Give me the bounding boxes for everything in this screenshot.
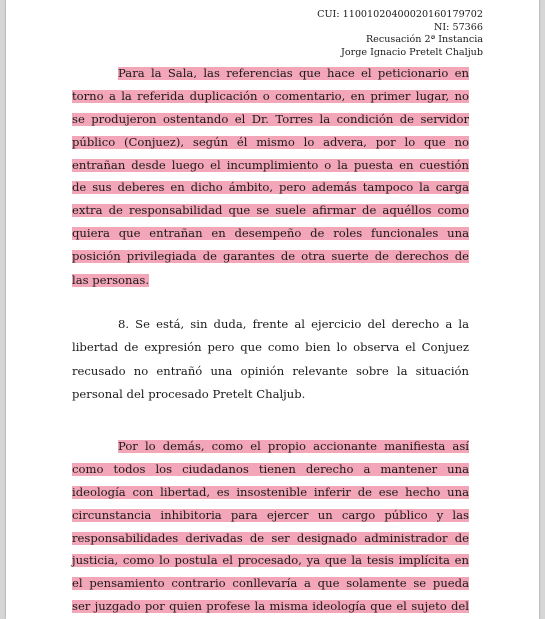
text-line: justicia, como lo postula el procesado, ya que la tesis implícita en [72, 553, 469, 568]
text-line: libertad de expresión pero que como bien lo observa el Conjuez [72, 340, 469, 355]
text-line: recusado no entrañó una opinión relevante sobre la situación [72, 363, 469, 378]
text-line: ideología con libertad, es insostenible inferir de ese hecho una [72, 484, 469, 499]
document-page [6, 0, 539, 619]
header-cui: CUI: 11001020400020160179702 [317, 9, 483, 20]
header-recusacion: Recusación 2ª Instancia [365, 34, 483, 46]
header-nombre: Jorge Ignacio Pretelt Chaljub [341, 46, 483, 58]
text-line: público (Conjuez), según él mismo lo advera, por lo que no [72, 134, 469, 149]
text-line: Por lo demás, como el propio accionante manifiesta así [72, 440, 469, 453]
text-line: responsabilidades derivadas de ser designado administrador de [72, 530, 469, 545]
text-line: posición privilegiada de garantes de otra suerte de derechos de [72, 249, 469, 264]
text-line: 8. Se está, sin duda, frente al ejercicio del derecho a la [118, 317, 469, 331]
header-ni: NI: 57366 [434, 21, 483, 33]
text-line: personal del procesado Pretelt Chaljub. [72, 386, 306, 401]
text-line: entrañan desde luego el incumplimiento o la puesta en cuestión [72, 157, 469, 172]
text-line: quiera que entrañan en desempeño de roles funcionales una [72, 226, 469, 241]
text-line: circunstancia inhibitoria para ejercer un cargo público y las [72, 507, 469, 522]
text-line: ser juzgado por quien profese la misma ideología que el sujeto del [72, 599, 469, 614]
case-header [317, 9, 483, 59]
text-line: las personas. [72, 273, 150, 288]
text-line: de sus deberes en dicho ámbito, pero además tampoco la carga [72, 180, 469, 195]
text-line: el pensamiento contrario conllevaría a que solamente se pueda [72, 576, 469, 591]
paragraph-sala-highlighted [72, 67, 469, 297]
paragraph-8 [72, 318, 469, 411]
paragraph-por-lo-demas-highlighted [72, 440, 469, 619]
text-line: extra de responsabilidad que se suele afirmar de aquéllos como [72, 203, 469, 218]
text-line: se produjeron ostentando el Dr. Torres la condición de servidor [72, 111, 469, 126]
text-line: Para la Sala, las referencias que hace el peticionario en [72, 67, 469, 80]
text-line: como todos los ciudadanos tienen derecho a mantener una [72, 461, 469, 476]
text-line: torno a la referida duplicación o comentario, en primer lugar, no [72, 88, 469, 103]
